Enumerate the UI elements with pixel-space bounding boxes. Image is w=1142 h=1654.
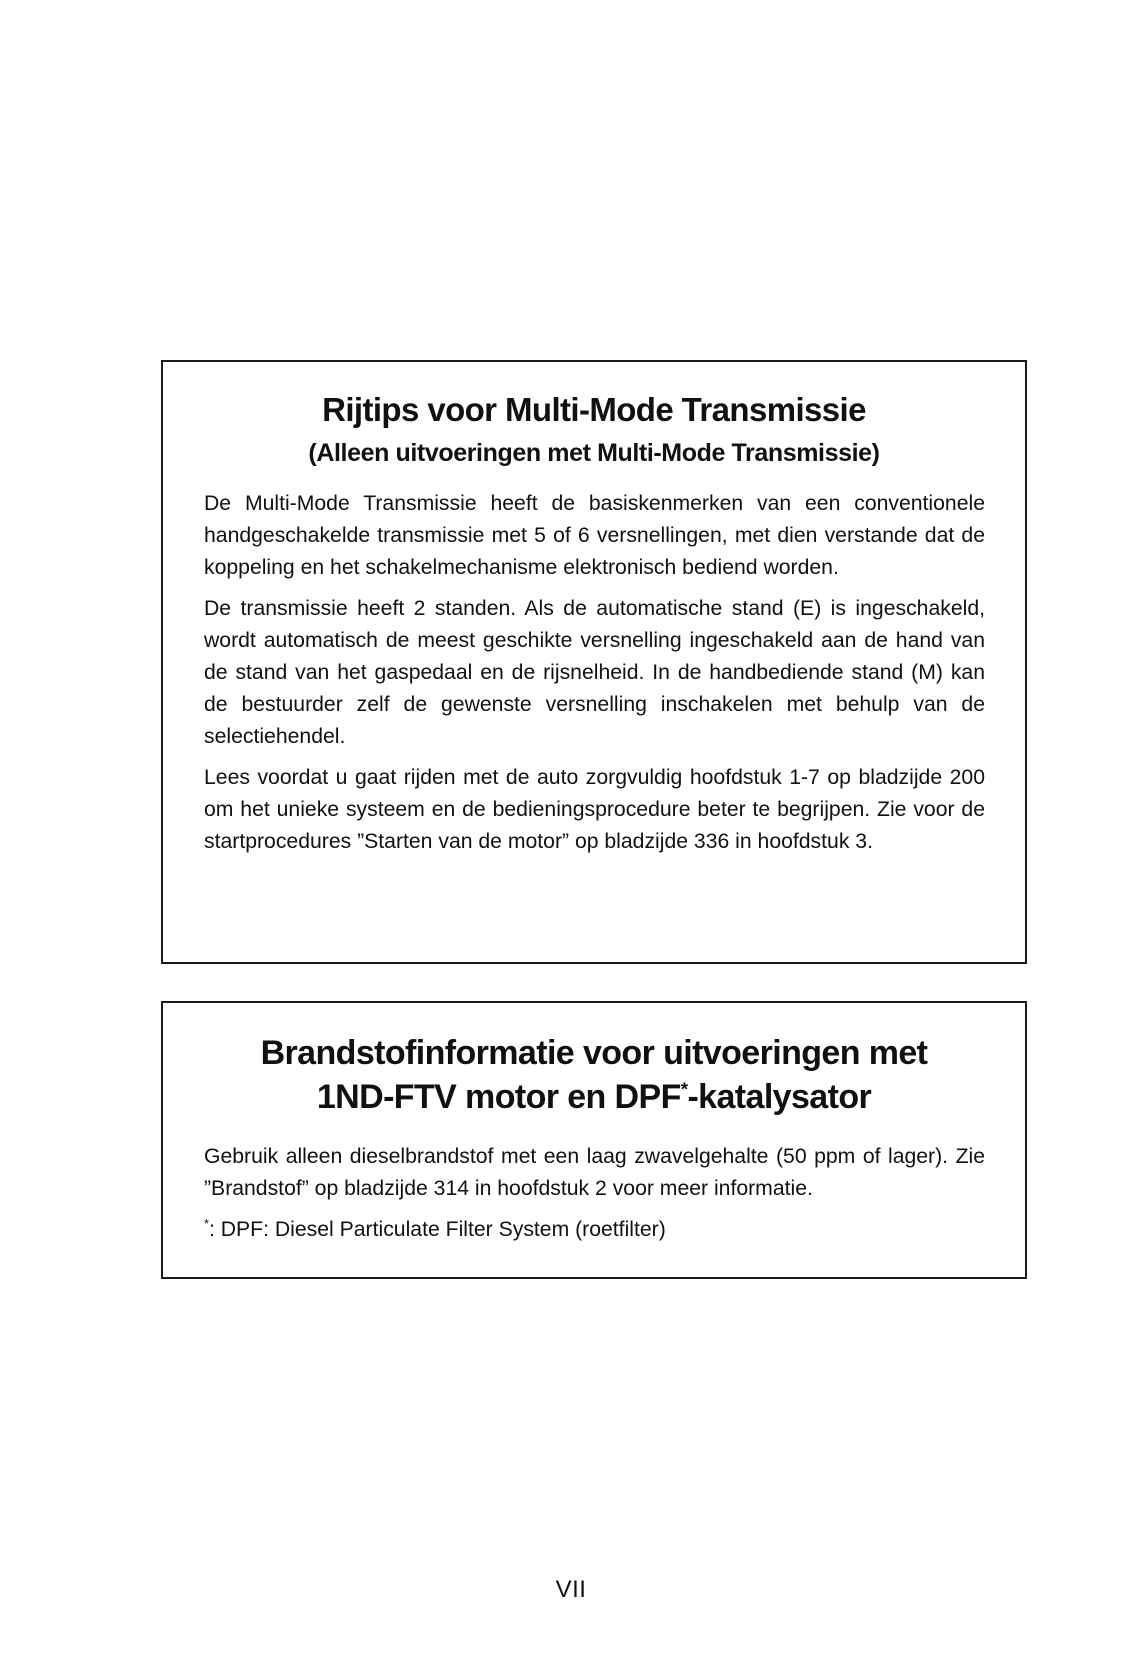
driving-tips-box: [161, 360, 1027, 964]
footnote-asterisk: *: [204, 1215, 209, 1231]
page-number: VII: [555, 1576, 587, 1603]
title-asterisk: *: [680, 1078, 688, 1100]
paragraph-reference: Lees voordat u gaat rijden met de auto zorgvuldig hoofdstuk 1-7 op bladzijde 200 om het unieke systeem en de bedieningsprocedure beter te begrijpen. Zie voor de startprocedures ”Starten van de motor” op bladzijde 336 in hoofdstuk 3.: [204, 766, 985, 853]
footnote: [163, 1214, 1025, 1246]
fuel-info-box: [161, 1001, 1027, 1279]
paragraph-fuel: Gebruik alleen dieselbrandstof met een laag zwavelgehalte (50 ppm of lager). Zie ”Brandstof” op bladzijde 314 in hoofdstuk 2 voor meer informatie.: [204, 1145, 985, 1200]
section-title-driving-tips: Rijtips voor Multi-Mode Transmissie: [322, 391, 866, 428]
paragraph-modes: De transmissie heeft 2 standen. Als de automatische stand (E) is ingeschakeld, wordt automatisch de meest geschikte versnelling ingeschakeld aan de hand van de stand van het gaspedaal en de rijsnelheid. In de handbediende stand (M) kan de bestuurder zelf de gewenste versnelling inschakelen met behulp van de selectiehendel.: [204, 597, 985, 748]
fuel-title-line2-part1: 1ND-FTV motor en DPF: [316, 1078, 681, 1116]
fuel-title-line2-part2: -katalysator: [687, 1078, 872, 1116]
fuel-title-line1: Brandstofinformatie voor uitvoeringen met: [260, 1034, 928, 1072]
footnote-text: : DPF: Diesel Particulate Filter System (roetfilter): [208, 1217, 666, 1241]
section-title-fuel-info: [163, 1031, 1025, 1119]
paragraph-intro: De Multi-Mode Transmissie heeft de basiskenmerken van een conventionele handgeschakelde transmissie met 5 of 6 versnellingen, met dien verstande dat de koppeling en het schakelmechanisme elektronisch bediend worden.: [204, 492, 985, 579]
section-subtitle-driving-tips: (Alleen uitvoeringen met Multi-Mode Transmissie): [308, 439, 880, 467]
